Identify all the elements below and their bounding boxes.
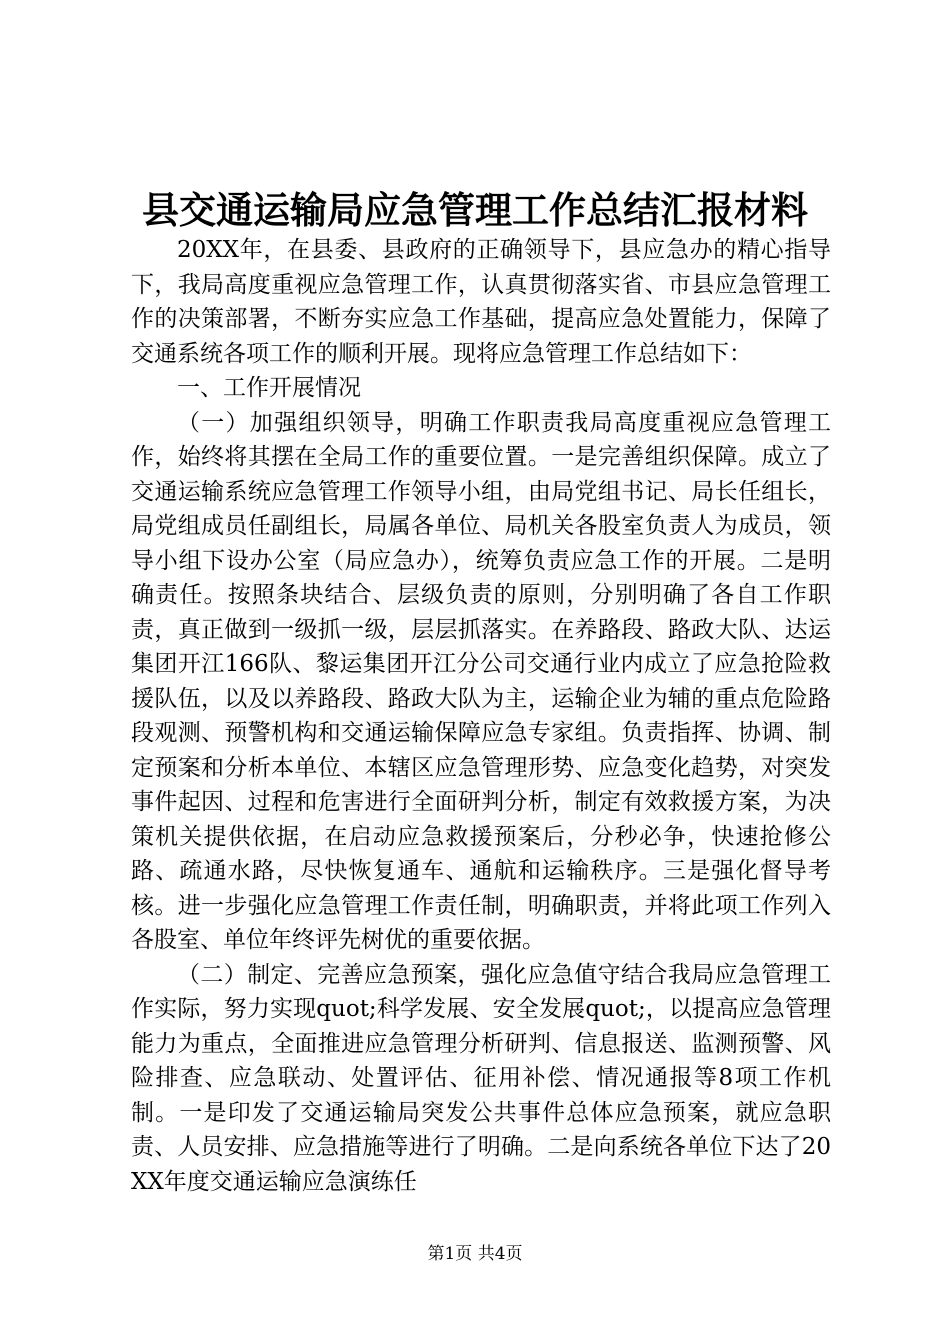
intro-paragraph: 20XX年，在县委、县政府的正确领导下，县应急办的精心指导下，我局高度重视应急管理工作，认真贯彻落实省、市县应急管理工作的决策部署，不断夯实应急工作基础，提高应急处置能力，保障了交通系统各项工作的顺利开展。现将应急管理工作总结如下： [131,237,831,367]
document-body [131,233,831,1199]
section-paragraph-1: （一）加强组织领导，明确工作职责我局高度重视应急管理工作，始终将其摆在全局工作的重要位置。一是完善组织保障。成立了交通运输系统应急管理工作领导小组，由局党组书记、局长任组长，局党组成员任副组长，局属各单位、局机关各股室负责人为成员，领导小组下设办公室（局应急办），统筹负责应急工作的开展。二是明确责任。按照条块结合、层级负责的原则，分别明确了各自工作职责，真正做到一级抓一级，层层抓落实。在养路段、路政大队、达运集团开江166队、黎运集团开江分公司交通行业内成立了应急抢险救援队伍，以及以养路段、路政大队为主，运输企业为辅的重点危险路段观测、预警机构和交通运输保障应急专家组。负责指挥、协调、制定预案和分析本单位、本辖区应急管理形势、应急变化趋势，对突发事件起因、过程和危害进行全面研判分析，制定有效救援方案，为决策机关提供依据，在启动应急救援预案后，分秒必争，快速抢修公路、疏通水路，尽快恢复通车、通航和运输秩序。三是强化督导考核。进一步强化应急管理工作责任制，明确职责，并将此项工作列入各股室、单位年终评先树优的重要依据。 [131,409,831,953]
document-title: 县交通运输局应急管理工作总结汇报材料 [142,188,808,232]
section-heading: 一、工作开展情况 [177,375,361,401]
page-number: 第1页 共4页 [427,1244,523,1264]
section-paragraph-2: （二）制定、完善应急预案，强化应急值守结合我局应急管理工作实际，努力实现quot;科学发展、安全发展quot;，以提高应急管理能力为重点，全面推进应急管理分析研判、信息报送、监测预警、风险排查、应急联动、处置评估、征用补偿、情况通报等8项工作机制。一是印发了交通运输局突发公共事件总体应急预案，就应急职责、人员安排、应急措施等进行了明确。二是向系统各单位下达了20XX年度交通运输应急演练任 [131,961,831,1195]
